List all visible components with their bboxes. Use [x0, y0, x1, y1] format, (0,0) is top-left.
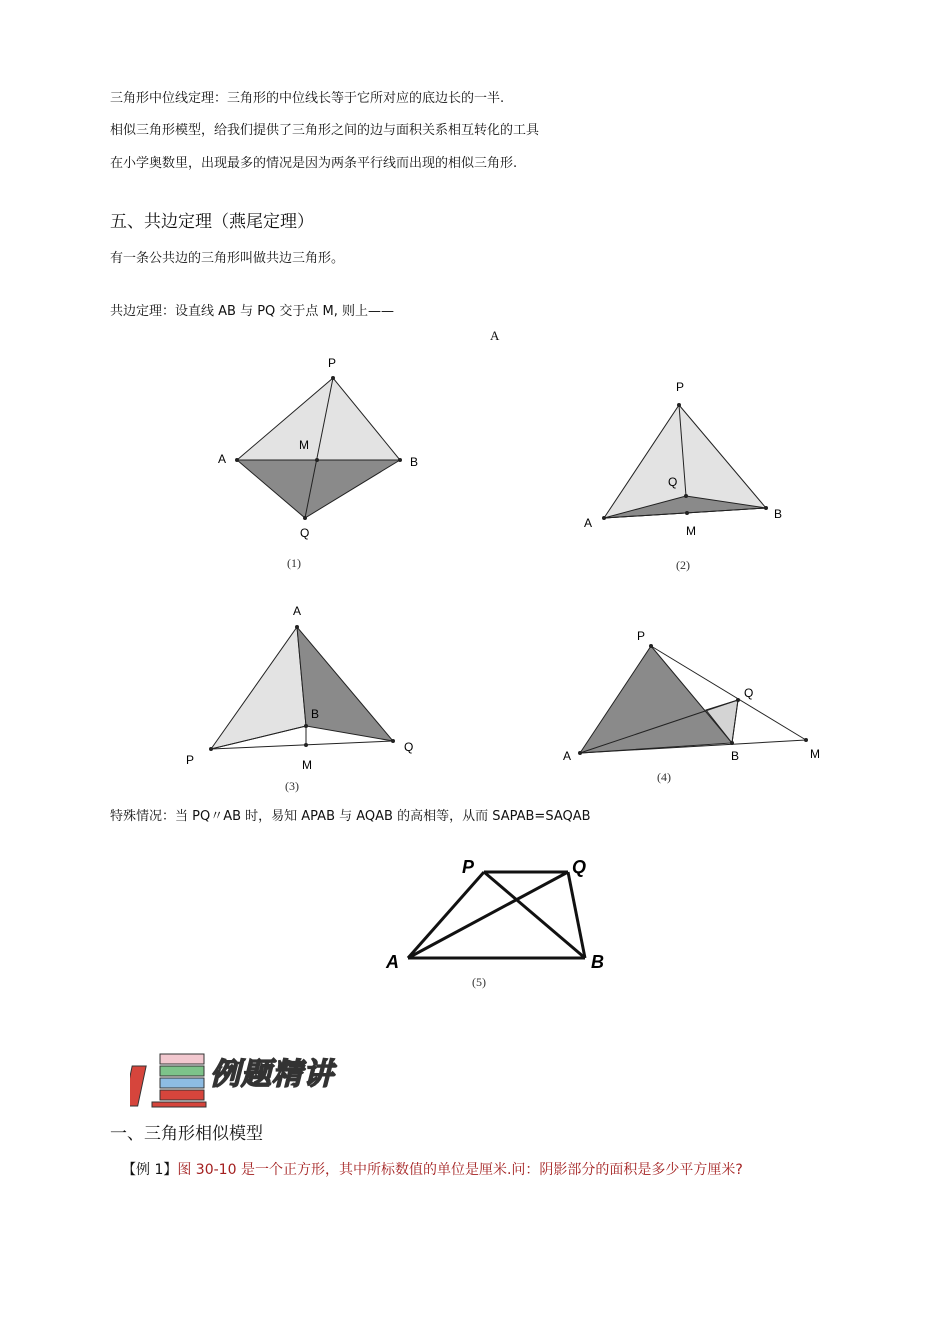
- paragraph-midline-theorem: 三角形中位线定理：三角形的中位线长等于它所对应的底边长的一半.: [110, 91, 505, 106]
- figure-2-caption: (2): [676, 558, 690, 572]
- paragraph-similar-triangles: 相似三角形模型，给我们提供了三角形之间的边与面积关系相互转化的工具: [110, 123, 540, 138]
- fig3-label-m: M: [302, 758, 312, 772]
- fig1-label-b: B: [410, 455, 419, 469]
- fig5-label-a: A: [386, 952, 399, 972]
- fig3-label-b: B: [311, 707, 320, 721]
- common-edge-definition: 有一条公共边的三角形叫做共边三角形。: [110, 251, 345, 266]
- figure-4-caption: (4): [657, 770, 671, 784]
- figure-5-caption: (5): [472, 975, 486, 989]
- fig2-label-b: B: [774, 507, 783, 521]
- banner-title: 例题精讲: [210, 1057, 334, 1092]
- fig3-label-q: Q: [404, 740, 414, 754]
- stray-label-a: A: [490, 328, 500, 343]
- special-case-text: 特殊情况：当 PQ〃AB 时，易知 APAB 与 AQAB 的高相等，从而 SAPAB=SAQAB: [110, 809, 591, 824]
- fig3-label-p: P: [186, 753, 195, 767]
- example-1-tag: 【例 1】: [122, 1162, 178, 1178]
- fig4-label-b: B: [731, 749, 740, 763]
- figure-1-caption: (1): [287, 556, 301, 570]
- fig2-label-q: Q: [668, 475, 678, 489]
- fig5-label-p: P: [462, 857, 475, 877]
- section-1-title: 一、三角形相似模型: [110, 1124, 263, 1144]
- fig2-label-m: M: [686, 524, 696, 538]
- fig1-label-p: P: [328, 356, 337, 370]
- common-edge-theorem: 共边定理：设直线 AB 与 PQ 交于点 M, 则上——: [110, 304, 395, 319]
- fig1-label-q: Q: [300, 526, 310, 540]
- fig5-label-q: Q: [572, 857, 587, 877]
- example-1-text: 图 30-10 是一个正方形，其中所标数值的单位是厘米.问：阴影部分的面积是多少平方厘米?: [177, 1162, 743, 1178]
- fig5-label-b: B: [591, 952, 604, 972]
- figure-3-caption: (3): [285, 779, 299, 793]
- fig4-label-a: A: [563, 749, 572, 763]
- fig2-label-p: P: [676, 380, 685, 394]
- fig1-label-m: M: [299, 438, 309, 452]
- section-5-title: 五、共边定理（燕尾定理）: [110, 212, 314, 232]
- example-1: [122, 1161, 743, 1179]
- fig1-label-a: A: [218, 452, 227, 466]
- fig4-label-m: M: [810, 747, 820, 761]
- paragraph-olympiad: 在小学奥数里，出现最多的情况是因为两条平行线而出现的相似三角形.: [110, 156, 518, 171]
- fig4-label-q: Q: [744, 686, 754, 700]
- fig4-label-p: P: [637, 629, 646, 643]
- fig2-label-a: A: [584, 516, 593, 530]
- fig3-label-a: A: [293, 604, 302, 618]
